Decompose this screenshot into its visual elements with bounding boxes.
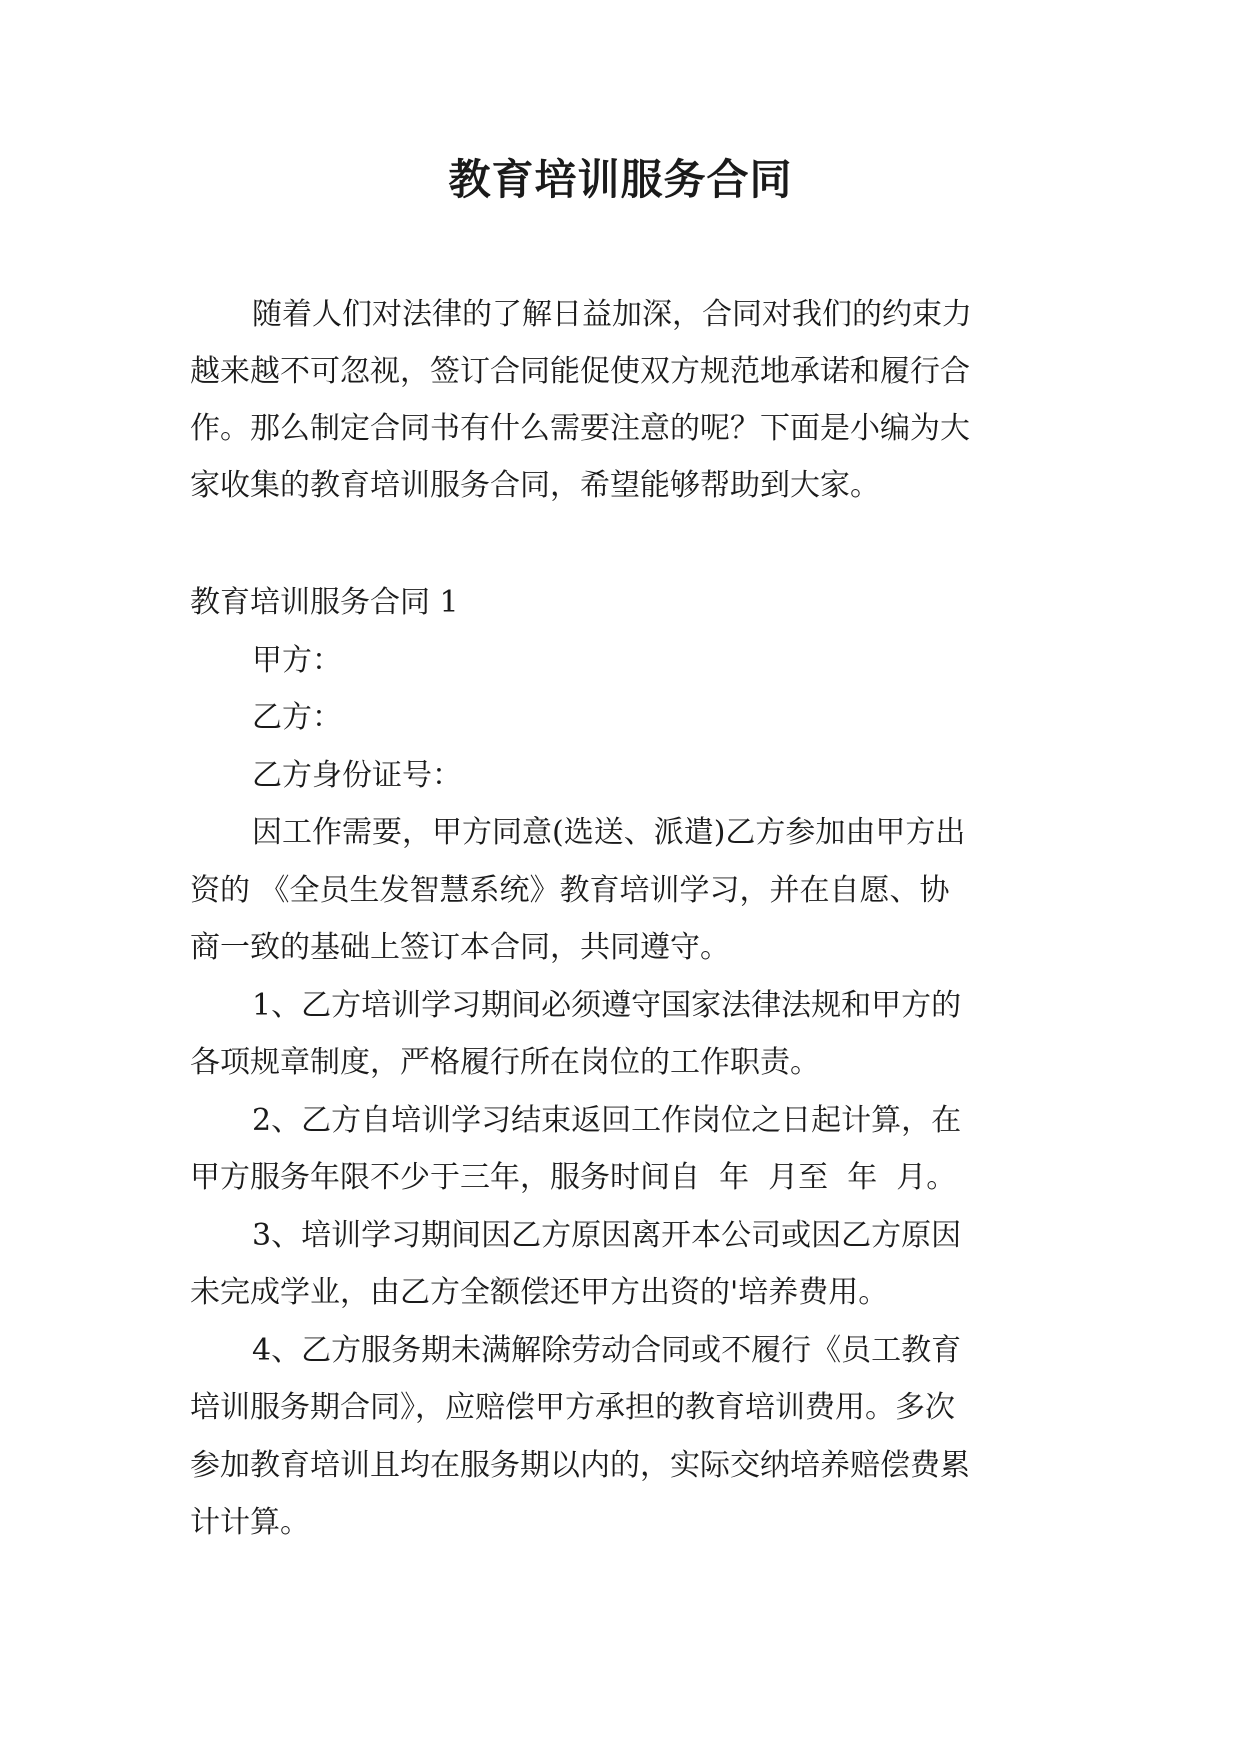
clause-4-line: 参加教育培训且均在服务期以内的，实际交纳培养赔偿费累 — [190, 1447, 970, 1483]
preamble-line: 因工作需要，甲方同意(选送、派遣)乙方参加由甲方出 — [252, 815, 966, 850]
intro-paragraph — [190, 286, 1050, 514]
clause-2-line: 2、乙方自培训学习结束返回工作岗位之日起计算，在 — [252, 1102, 962, 1138]
preamble-line: 资的 《全员生发智慧系统》教育培训学习，并在自愿、协 — [190, 872, 950, 908]
section-heading: 教育培训服务合同 1 — [190, 585, 459, 620]
intro-line: 越来越不可忽视，签订合同能促使双方规范地承诺和履行合 — [190, 354, 970, 389]
intro-line: 作。那么制定合同书有什么需要注意的呢？下面是小编为大 — [190, 411, 970, 446]
clause-4-line: 4、乙方服务期未满解除劳动合同或不履行《员工教育 — [252, 1332, 962, 1368]
clause-1-line: 各项规章制度，严格履行所在岗位的工作职责。 — [190, 1045, 820, 1080]
party-a-label: 甲方： — [252, 642, 342, 678]
intro-line: 家收集的教育培训服务合同，希望能够帮助到大家。 — [190, 468, 880, 503]
clause-3-line: 3、培训学习期间因乙方原因离开本公司或因乙方原因 — [252, 1217, 962, 1253]
clause-4-line: 计计算。 — [190, 1505, 310, 1540]
clause-4-line: 培训服务期合同》，应赔偿甲方承担的教育培训费用。多次 — [190, 1390, 955, 1425]
document-title: 教育培训服务合同 — [448, 155, 793, 204]
preamble-line: 商一致的基础上签订本合同，共同遵守。 — [190, 930, 730, 965]
party-b-label: 乙方： — [252, 700, 342, 735]
clause-3-line: 未完成学业，由乙方全额偿还甲方出资的'培养费用。 — [190, 1275, 889, 1310]
clause-1-line: 1、乙方培训学习期间必须遵守国家法律法规和甲方的 — [252, 987, 962, 1023]
clause-2-line: 甲方服务年限不少于三年，服务时间自 年 月至 年 月。 — [190, 1160, 957, 1195]
intro-line: 随着人们对法律的了解日益加深，合同对我们的约束力 — [252, 297, 972, 332]
party-b-id-label: 乙方身份证号： — [252, 757, 462, 793]
contract-body — [190, 574, 1050, 1552]
